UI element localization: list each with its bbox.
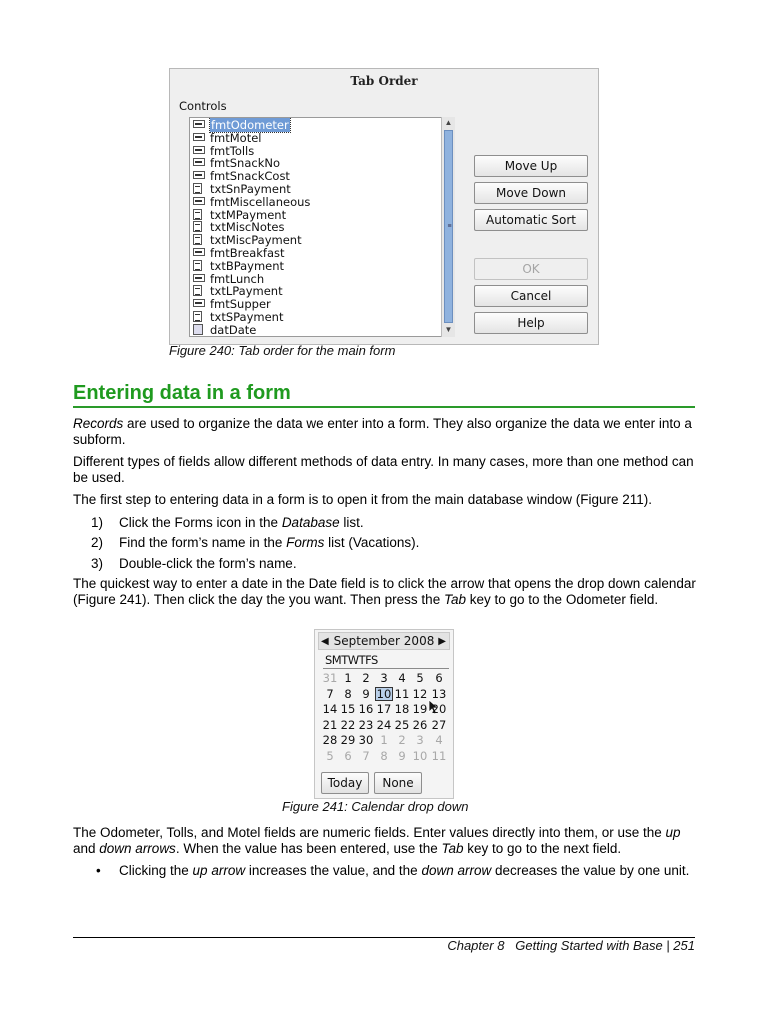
date-field-icon: [193, 324, 203, 335]
calendar-day[interactable]: 24: [376, 717, 392, 732]
step-text: Double-click the form’s name.: [119, 556, 297, 571]
step-emphasis: Database: [281, 515, 340, 530]
calendar-day[interactable]: 21: [322, 717, 338, 732]
control-name: fmtOdometer: [211, 118, 289, 132]
records-text: are used to organize the data we enter into a form. They also organize the data we enter into a subform.: [73, 416, 692, 447]
step-number: 1): [91, 515, 104, 530]
text-field-icon: [193, 234, 202, 245]
step-item: [91, 535, 691, 551]
calendar-day[interactable]: 28: [322, 733, 338, 748]
formatted-field-icon: [193, 299, 205, 307]
today-button[interactable]: Today: [321, 772, 369, 794]
none-button[interactable]: None: [374, 772, 422, 794]
calendar-day[interactable]: 4: [435, 733, 443, 748]
calendar-day[interactable]: 9: [362, 686, 370, 701]
formatted-field-icon: [193, 146, 205, 154]
date-text: The quickest way to enter a date in the Date field is to click the arrow that opens the drop down calendar (Figure 241). Then click the day the you want. Then press the: [73, 576, 696, 607]
control-name: txtMPayment: [210, 207, 287, 222]
calendar-day[interactable]: 25: [394, 717, 410, 732]
calendar-day[interactable]: 11: [394, 686, 410, 701]
control-name: fmtSnackNo: [210, 156, 281, 171]
bullet-text: increases the value, and the: [245, 863, 422, 878]
control-name: fmtSnackCost: [210, 169, 290, 184]
calendar-day[interactable]: 29: [340, 733, 356, 748]
dialog-title: Tab Order: [350, 74, 418, 88]
control-name: datDate: [210, 322, 257, 337]
control-name: fmtMiscellaneous: [210, 194, 311, 209]
control-name: fmtTolls: [210, 143, 255, 158]
calendar-day[interactable]: 10: [376, 686, 392, 701]
step-text-end: list (Vacations).: [324, 535, 420, 550]
formatted-field-icon: [193, 120, 205, 128]
figure-240-caption: Figure 240: Tab order for the main form: [169, 343, 396, 358]
calendar-day[interactable]: 23: [358, 717, 374, 732]
footer-page-number: 251: [673, 938, 695, 953]
calendar-header: [318, 632, 450, 650]
control-name: fmtLunch: [210, 271, 265, 286]
paragraph-date-entry: [73, 576, 698, 608]
step-number: 3): [91, 556, 104, 571]
calendar-day[interactable]: 6: [344, 749, 352, 763]
step-text-end: list.: [339, 515, 364, 530]
text-field-icon: [193, 285, 202, 296]
calendar-dropdown: [314, 629, 454, 799]
calendar-day[interactable]: 11: [431, 749, 447, 763]
calendar-day[interactable]: 3: [416, 733, 424, 748]
numeric-text: and: [73, 841, 100, 856]
scroll-thumb[interactable]: [444, 130, 453, 323]
calendar-day[interactable]: 14: [322, 702, 338, 717]
controls-scrollbar[interactable]: [441, 117, 455, 337]
calendar-day[interactable]: 7: [326, 686, 334, 701]
bullet-item: [119, 863, 694, 879]
calendar-day[interactable]: 2: [398, 733, 406, 748]
calendar-day[interactable]: 13: [431, 686, 447, 701]
control-name: txtSPayment: [210, 310, 284, 324]
down-arrow-emphasis: down arrow: [421, 863, 492, 878]
step-item: [91, 556, 691, 572]
calendar-day[interactable]: 19: [412, 702, 428, 717]
control-name: txtLPayment: [210, 284, 283, 299]
move-up-button[interactable]: Move Up: [474, 155, 588, 177]
paragraph-records: [73, 416, 698, 448]
calendar-day[interactable]: 12: [412, 686, 428, 701]
calendar-day[interactable]: 31: [322, 671, 338, 685]
controls-label: Controls: [179, 99, 227, 113]
tab-order-dialog: [169, 68, 599, 345]
control-name: fmtBreakfast: [210, 246, 285, 260]
step-item: [91, 515, 691, 531]
formatted-field-icon: [193, 133, 205, 141]
formatted-field-icon: [193, 274, 205, 282]
calendar-day[interactable]: 6: [435, 671, 443, 685]
scroll-grip-icon: ≡: [447, 223, 452, 230]
calendar-day[interactable]: 2: [362, 671, 370, 685]
footer-chapter: Chapter 8: [447, 938, 505, 953]
calendar-day[interactable]: 15: [340, 702, 356, 717]
tab-key-emphasis: Tab: [443, 592, 466, 607]
page-footer: Chapter 8 Getting Started with Base | 251: [447, 938, 695, 953]
controls-list[interactable]: [189, 117, 455, 337]
formatted-field-icon: [193, 158, 205, 166]
numeric-text: The Odometer, Tolls, and Motel fields are numeric fields. Enter values directly into them, or use the: [73, 825, 666, 840]
down-arrows-emphasis: down arrows: [99, 841, 176, 856]
text-field-icon: [193, 209, 202, 220]
automatic-sort-button[interactable]: Automatic Sort: [474, 209, 588, 231]
formatted-field-icon: [193, 171, 205, 179]
calendar-month-label: September 2008: [333, 634, 435, 648]
control-name: txtBPayment: [210, 258, 285, 273]
control-name: txtMiscPayment: [210, 233, 302, 248]
calendar-day[interactable]: 22: [340, 717, 356, 732]
date-text-end: key to go to the Odometer field.: [466, 592, 659, 607]
calendar-day[interactable]: 30: [358, 733, 374, 748]
calendar-separator: [323, 668, 449, 669]
next-month-arrow-icon[interactable]: ▶: [438, 636, 446, 647]
calendar-day[interactable]: 9: [398, 749, 406, 763]
up-arrow-emphasis: up arrow: [192, 863, 246, 878]
previous-month-arrow-icon[interactable]: ◀: [321, 636, 329, 647]
step-text: Click the Forms icon in the: [119, 515, 282, 530]
calendar-day[interactable]: 3: [380, 671, 388, 685]
move-down-button[interactable]: Move Down: [474, 182, 588, 204]
cancel-button[interactable]: Cancel: [474, 285, 588, 307]
calendar-day[interactable]: 8: [380, 749, 388, 763]
calendar-day[interactable]: 17: [376, 702, 392, 717]
bullet-text: decreases the value by one unit.: [491, 863, 690, 878]
text-field-icon: [193, 221, 202, 232]
records-emphasis: Records: [73, 416, 124, 431]
calendar-day[interactable]: 10: [412, 749, 428, 763]
text-field-icon: [193, 311, 202, 322]
paragraph-numeric-fields: [73, 825, 698, 857]
calendar-day[interactable]: 7: [362, 749, 370, 763]
calendar-day[interactable]: 26: [412, 717, 428, 732]
tab-emphasis: Tab: [441, 841, 464, 856]
formatted-field-icon: [193, 197, 205, 205]
up-emphasis: up: [665, 825, 681, 840]
control-list-item[interactable]: [193, 324, 256, 337]
numeric-text: . When the value has been entered, use the: [175, 841, 442, 856]
text-field-icon: [193, 260, 202, 271]
bullet-symbol: •: [96, 863, 101, 878]
numeric-text: key to go to the next field.: [463, 841, 622, 856]
calendar-day[interactable]: 16: [358, 702, 374, 717]
control-name: fmtSupper: [210, 297, 271, 312]
formatted-field-icon: [193, 248, 205, 256]
help-button[interactable]: Help: [474, 312, 588, 334]
bullet-text: Clicking the: [119, 863, 193, 878]
weekday-header: SMTWTFS: [325, 653, 378, 667]
calendar-day[interactable]: 4: [398, 671, 406, 685]
footer-title: Getting Started with Base: [515, 938, 663, 953]
control-name: txtSnPayment: [210, 182, 291, 196]
calendar-day[interactable]: 20: [431, 702, 447, 717]
text-field-icon: [193, 183, 202, 194]
calendar-day[interactable]: 5: [326, 749, 334, 763]
calendar-day[interactable]: 18: [394, 702, 410, 717]
calendar-day[interactable]: 27: [431, 717, 447, 732]
scroll-up-arrow-icon[interactable]: ▲: [444, 118, 453, 127]
step-text: Find the form’s name in the: [119, 535, 287, 550]
section-heading: Entering data in a form: [73, 381, 695, 408]
step-emphasis: Forms: [286, 535, 325, 550]
calendar-day[interactable]: 8: [344, 686, 352, 701]
figure-241-caption: Figure 241: Calendar drop down: [282, 799, 469, 814]
calendar-day[interactable]: 1: [344, 671, 352, 685]
paragraph-first-step: The first step to entering data in a form is to open it from the main database window (Figure 211).: [73, 492, 653, 507]
ok-button[interactable]: OK: [474, 258, 588, 280]
paragraph-field-types: Different types of fields allow different methods of data entry. In many cases, more than one method can be used.: [73, 454, 694, 485]
calendar-day[interactable]: 5: [416, 671, 424, 685]
scroll-down-arrow-icon[interactable]: ▼: [444, 325, 453, 334]
control-name: fmtMotel: [210, 130, 262, 145]
calendar-day[interactable]: 1: [380, 733, 388, 748]
control-name: txtMiscNotes: [210, 220, 285, 235]
step-number: 2): [91, 535, 104, 550]
